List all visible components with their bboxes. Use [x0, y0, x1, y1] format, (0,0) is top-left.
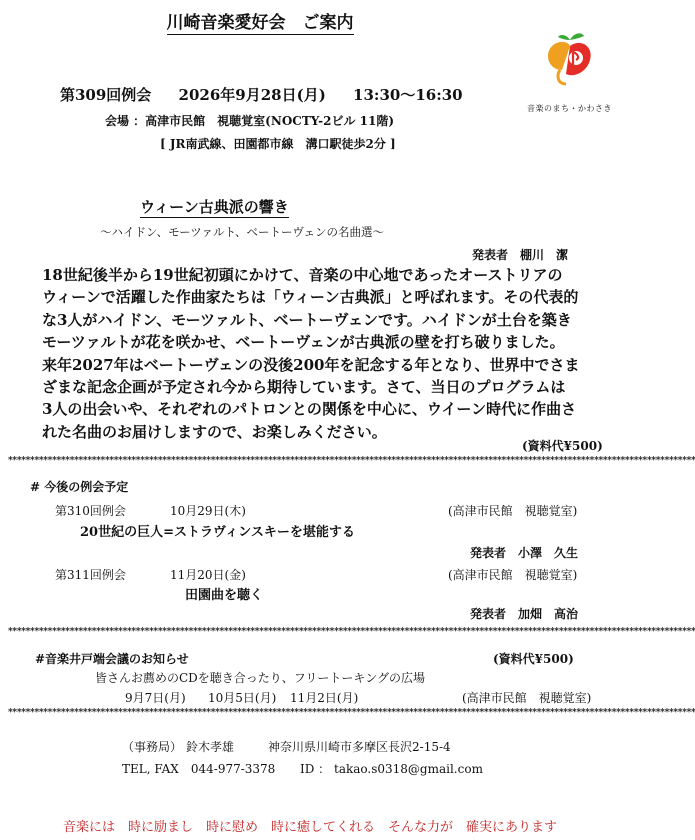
music-city-kawasaki-logo [540, 30, 596, 88]
idobata-date: 11月2日(月) [290, 691, 359, 705]
event-venue: (高津市民館 視聴覚室) [448, 568, 578, 582]
upcoming-heading: # 今後の例会予定 [30, 480, 129, 494]
meeting-venue: 会場 ：高津市民館 視聴覚室(NOCTY-2ビル 11階) [105, 114, 395, 128]
event-presenter: 発表者 加畑 高治 [470, 607, 579, 621]
separator-line: ************************************************************************************************************************************************************ [8, 708, 695, 718]
event-number: 第310回例会 [55, 504, 126, 518]
separator-line: ************************************************************************************************************************************************************ [8, 456, 695, 466]
meeting-number: 第309回例会 [60, 86, 152, 104]
idobata-date: 10月5日(月) [208, 691, 277, 705]
office-email: ID ： takao.s0318@gmail.com [300, 762, 483, 776]
meeting-access: [ JR南武線、田園都市線 溝口駅徒歩2分 ] [160, 137, 396, 151]
event-date: 10月29日(木) [170, 504, 246, 518]
event-venue: (高津市民館 視聴覚室) [448, 504, 578, 518]
lecture-description [42, 264, 612, 443]
event-number: 第311回例会 [55, 568, 126, 582]
lecture-fee: (資料代¥500) [522, 439, 603, 453]
idobata-heading: #音楽井戸端会議のお知らせ [35, 652, 189, 666]
description-line: ウィーンで活躍した作曲家たちは「ウィーン古典派」と呼ばれます。その代表的 [42, 288, 579, 307]
page-title: 川崎音楽愛好会 ご案内 [166, 13, 354, 33]
meeting-line [60, 84, 463, 105]
footer-slogan: 音楽には 時に励まし 時に慰め 時に癒してくれる そんな力が 確実にあります [62, 820, 557, 835]
meeting-time: 13:30〜16:30 [353, 86, 463, 104]
office-address: 神奈川県川崎市多摩区長沢2-15-4 [268, 740, 451, 754]
lecture-title: ウィーン古典派の響き [140, 198, 289, 216]
description-line: 3人の出会いや、それぞれのパトロンとの関係を中心に、ウイーン時代に作曲さ [42, 400, 577, 419]
description-line: 18世紀後半から19世紀初頭にかけて、音楽の中心地であったオーストリアの [42, 266, 563, 284]
idobata-venue: (高津市民館 視聴覚室) [462, 691, 592, 705]
idobata-fee: (資料代¥500) [493, 652, 574, 666]
meeting-date: 2026年9月28日(月) [178, 86, 326, 104]
logo-caption: 音楽のまち・かわさき [527, 104, 612, 113]
idobata-date: 9月7日(月) [125, 691, 186, 705]
event-date: 11月20日(金) [170, 568, 246, 582]
description-line: ざまな記念企画が予定され今から期待しています。さて、当日のプログラムは [42, 378, 566, 397]
office-label: （事務局） [122, 740, 183, 754]
description-line: れた名曲のお届けしますので、お楽しみください。 [42, 422, 387, 441]
description-line: 来年2027年はベートーヴェンの没後200年を記念する年となり、世界中でさま [42, 355, 580, 374]
office-name: 鈴木孝雄 [186, 740, 235, 754]
separator-line: ************************************************************************************************************************************************************ [8, 627, 695, 637]
description-line: モーツァルトが花を咲かせ、ベートーヴェンが古典派の壁を打ち破りました。 [42, 333, 565, 352]
description-line: な3人がハイドン、モーツァルト、ベートーヴェンです。ハイドンが土台を築き [42, 310, 572, 329]
event-title: 田園曲を聴く [185, 588, 264, 603]
lecture-subtitle: 〜ハイドン、モーツァルト、ベートーヴェンの名曲選〜 [100, 225, 385, 239]
idobata-description: 皆さんお薦めのCDを聴き合ったり、フリートーキングの広場 [95, 671, 425, 685]
office-tel: TEL, FAX 044-977-3378 [122, 762, 276, 776]
lecture-presenter: 発表者 棚川 潔 [472, 248, 569, 262]
event-presenter: 発表者 小澤 久生 [470, 546, 579, 560]
event-title: 20世紀の巨人=ストラヴィンスキーを堪能する [80, 525, 355, 540]
